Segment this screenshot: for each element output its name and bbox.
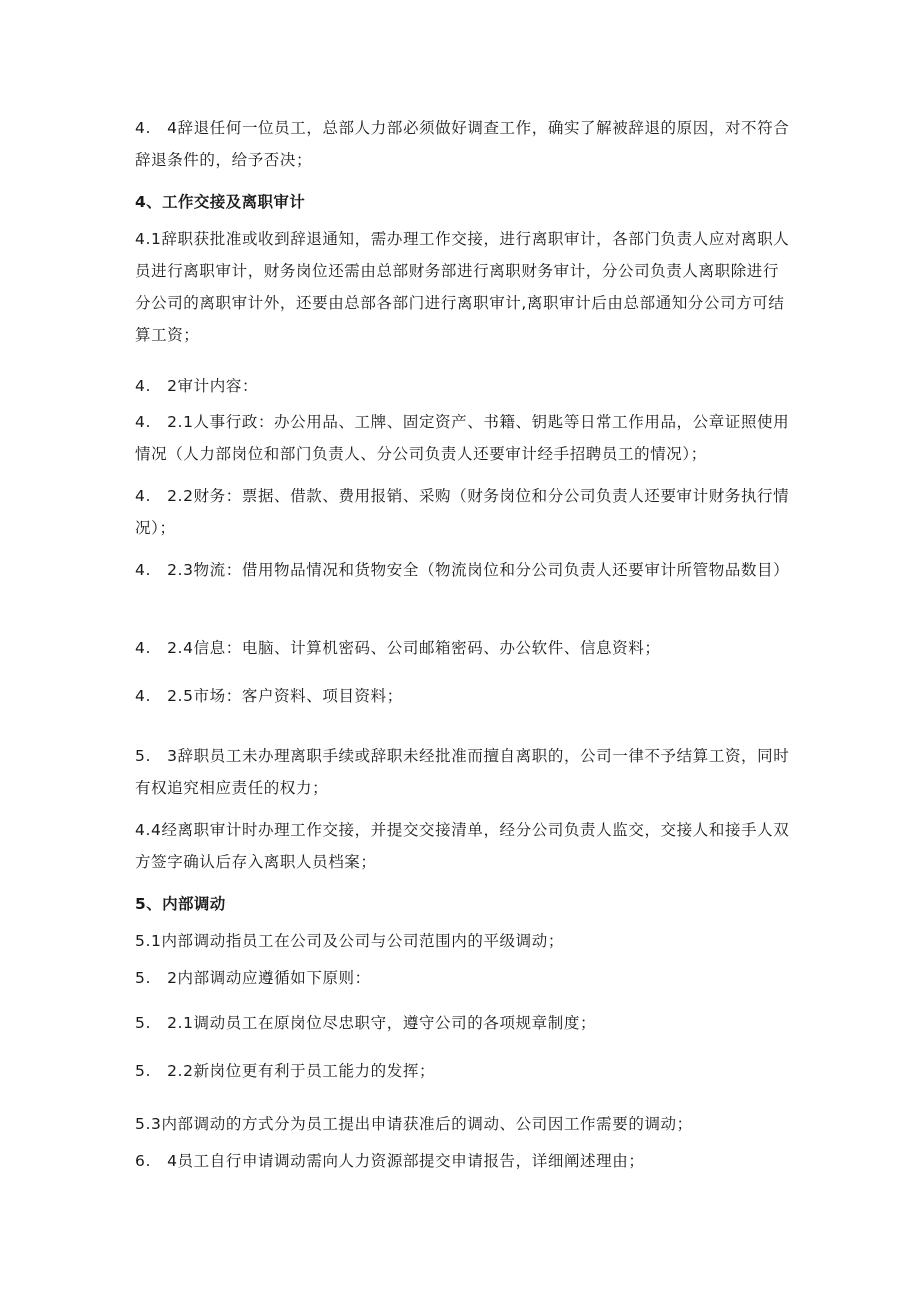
paragraph-transfer-5-1: 5.1内部调动指员工在公司及公司与公司范围内的平级调动； [135, 932, 564, 950]
paragraph-audit-info: 4. 2.4信息：电脑、计算机密码、公司邮箱密码、办公软件、信息资料； [135, 639, 661, 657]
paragraph-dismissal-review: 4. 4辞退任何一位员工，总部人力部必须做好调查工作，确实了解被辞退的原因，对不符合辞退条件的，给予否决； [135, 119, 790, 169]
paragraph-audit-logistics: 4. 2.3物流：借用物品情况和货物安全（物流岗位和分公司负责人还要审计所管物品数目） [135, 561, 790, 579]
paragraph-transfer-5-3: 5.3内部调动的方式分为员工提出申请获准后的调动、公司因工作需要的调动； [135, 1115, 693, 1133]
paragraph-audit-content: 4. 2审计内容： [135, 377, 259, 395]
paragraph-handover-4-4: 4.4经离职审计时办理工作交接，并提交交接清单，经分公司负责人监交，交接人和接手人双方签字确认后存入离职人员档案； [135, 821, 790, 871]
heading-handover-audit: 4、工作交接及离职审计 [135, 193, 306, 211]
paragraph-audit-finance: 4. 2.2财务：票据、借款、费用报销、采购（财务岗位和分公司负责人还要审计财务执行情况）； [135, 487, 790, 537]
paragraph-audit-admin: 4. 2.1人事行政：办公用品、工牌、固定资产、书籍、钥匙等日常工作用品，公章证照使用情况（人力部岗位和部门负责人、分公司负责人还要审计经手招聘员工的情况）； [135, 413, 790, 463]
paragraph-transfer-application: 6. 4员工自行申请调动需向人力资源部提交申请报告，详细阐述理由； [135, 1152, 645, 1170]
paragraph-unauthorized-leave: 5. 3辞职员工未办理离职手续或辞职未经批准而擅自离职的，公司一律不予结算工资，同时有权追究相应责任的权力； [135, 747, 790, 797]
paragraph-transfer-principles: 5. 2内部调动应遵循如下原则： [135, 969, 371, 987]
heading-internal-transfer: 5、内部调动 [135, 895, 226, 913]
paragraph-transfer-5-2-1: 5. 2.1调动员工在原岗位尽忠职守，遵守公司的各项规章制度； [135, 1014, 597, 1032]
paragraph-audit-market: 4. 2.5市场：客户资料、项目资料； [135, 687, 403, 705]
paragraph-handover-4-1: 4.1辞职获批准或收到辞退通知，需办理工作交接，进行离职审计，各部门负责人应对离职人员进行离职审计，财务岗位还需由总部财务部进行离职财务审计，分公司负责人离职除进行分公司的离职审计外，还要由总部各部门进行离职审计,离职审计后由总部通知分公司方可结算工资； [135, 230, 790, 344]
paragraph-transfer-5-2-2: 5. 2.2新岗位更有利于员工能力的发挥； [135, 1062, 436, 1080]
